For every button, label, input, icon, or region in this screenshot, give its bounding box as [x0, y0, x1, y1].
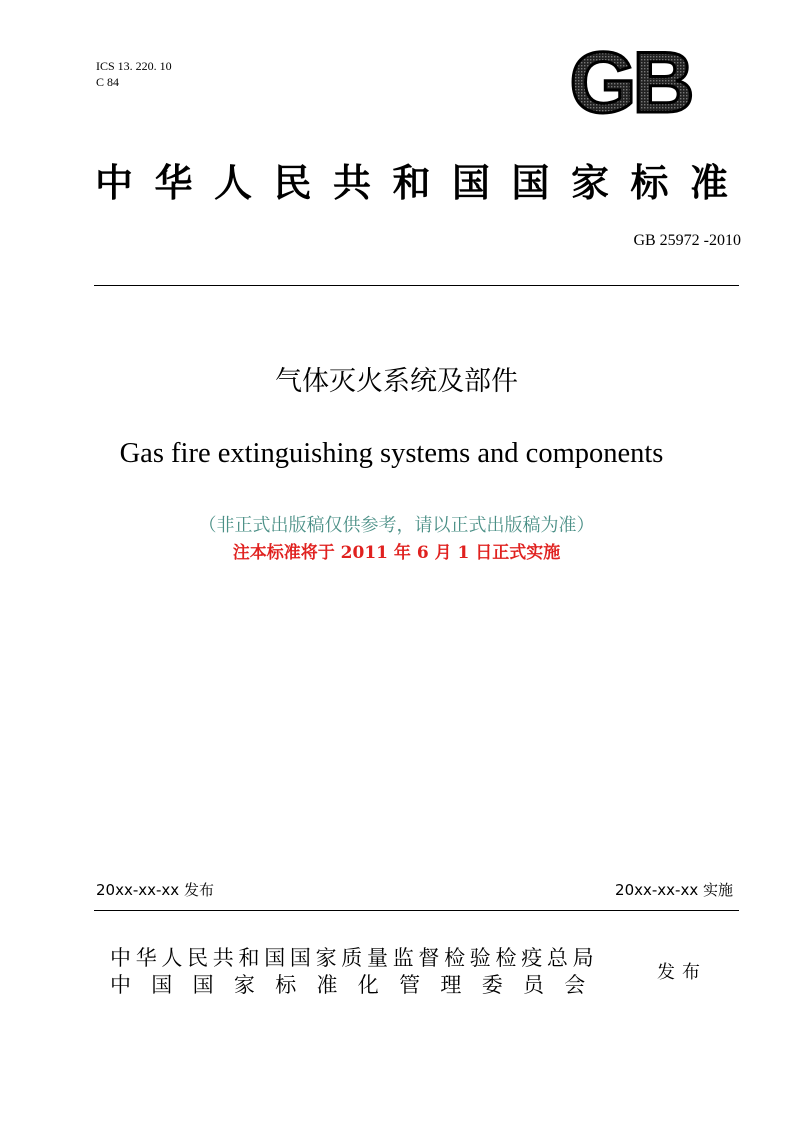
document-title-cn: 气体灭火系统及部件 [275, 366, 518, 397]
issued-label: 发布 [657, 962, 707, 983]
ccs-code: C 84 [96, 75, 120, 89]
issuing-authority-sac: 中国国家标准化管理委员会 [110, 973, 606, 997]
unofficial-draft-note: （非正式出版稿仅供参考，请以正式出版稿为准） [198, 515, 595, 536]
effective-date-note: 注本标准将于 2011 年 6 月 1 日正式实施 [232, 543, 561, 563]
implementation-date: 20xx-xx-xx 实施 [615, 881, 733, 899]
document-title-en: Gas fire extinguishing systems and components [119, 438, 664, 469]
footer-divider [94, 910, 739, 911]
classification-codes [96, 58, 172, 90]
gb-logo-text: GB [569, 44, 691, 120]
standard-category-title: 中华人民共和国国家标准 [95, 160, 750, 205]
ics-code: ICS 13. 220. 10 [96, 59, 172, 73]
standard-number: GB 25972 -2010 [633, 232, 741, 249]
header-divider [94, 285, 739, 286]
issuing-authority-aqsiq: 中华人民共和国国家质量监督检验检疫总局 [110, 946, 599, 970]
issue-date: 20xx-xx-xx 发布 [96, 881, 214, 899]
gb-logo [557, 44, 703, 120]
